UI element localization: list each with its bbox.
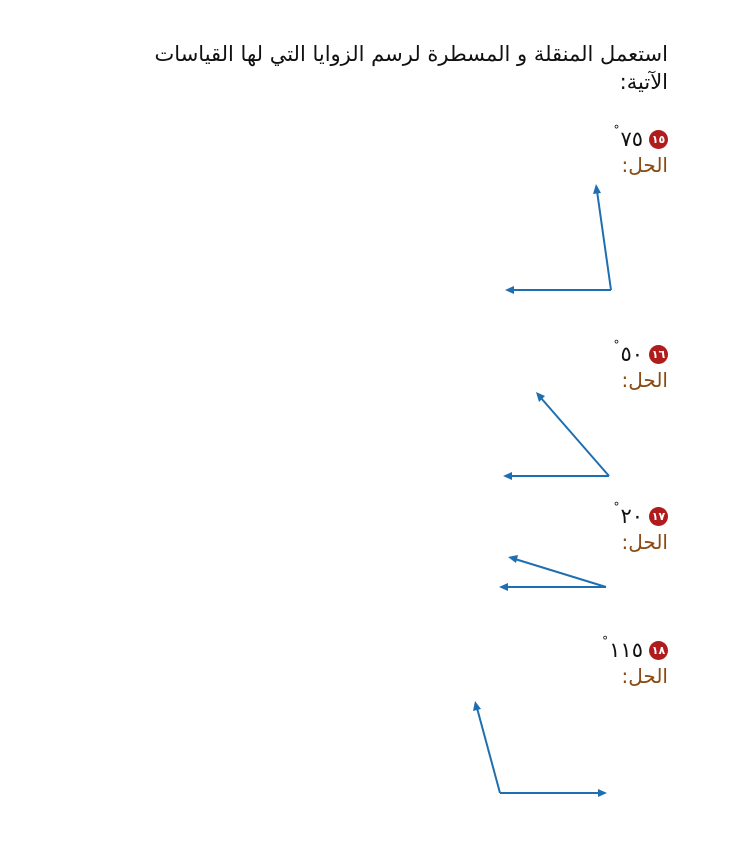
problem-number-badge: ١٥	[649, 130, 668, 149]
angle-measure: ٢٠	[620, 504, 643, 528]
problem-header	[613, 123, 668, 152]
angle-measure: ٧٥	[620, 127, 643, 151]
problem-16	[613, 338, 668, 392]
problem-17	[613, 500, 668, 554]
degree-symbol: °	[613, 123, 620, 137]
solution-label: الحل:	[621, 530, 668, 554]
slanted-ray	[597, 191, 611, 290]
degree-symbol: °	[602, 634, 609, 648]
slanted-ray	[515, 559, 606, 587]
angle-measure: ٥٠	[620, 342, 643, 366]
solution-label: الحل:	[621, 664, 668, 688]
arrow-icon	[536, 392, 545, 402]
problem-18	[602, 634, 668, 688]
degree-symbol: °	[613, 500, 620, 514]
problem-number-badge: ١٨	[649, 641, 668, 660]
slanted-ray	[541, 398, 609, 476]
problem-header	[602, 634, 668, 663]
slanted-ray	[477, 708, 500, 793]
problem-number-badge: ١٦	[649, 345, 668, 364]
angle-measure: ١١٥	[609, 638, 643, 662]
arrow-icon	[473, 701, 481, 711]
arrow-icon	[505, 286, 514, 294]
solution-label: الحل:	[621, 153, 668, 177]
solution-label: الحل:	[621, 368, 668, 392]
degree-symbol: °	[613, 338, 620, 352]
angle-50-drawing	[503, 392, 609, 480]
problem-number-badge: ١٧	[649, 507, 668, 526]
arrow-icon	[593, 184, 601, 194]
angle-115-drawing	[473, 701, 607, 797]
arrow-icon	[508, 555, 518, 563]
angle-75-drawing	[505, 184, 611, 294]
arrow-icon	[598, 789, 607, 797]
arrow-icon	[499, 583, 508, 591]
problem-header	[613, 338, 668, 367]
instruction-text: استعمل المنقلة و المسطرة لرسم الزوايا التي لها القياسات الآتية:	[154, 42, 668, 94]
angle-20-drawing	[499, 555, 606, 591]
problem-15	[613, 123, 668, 177]
problem-header	[613, 500, 668, 529]
arrow-icon	[503, 472, 512, 480]
